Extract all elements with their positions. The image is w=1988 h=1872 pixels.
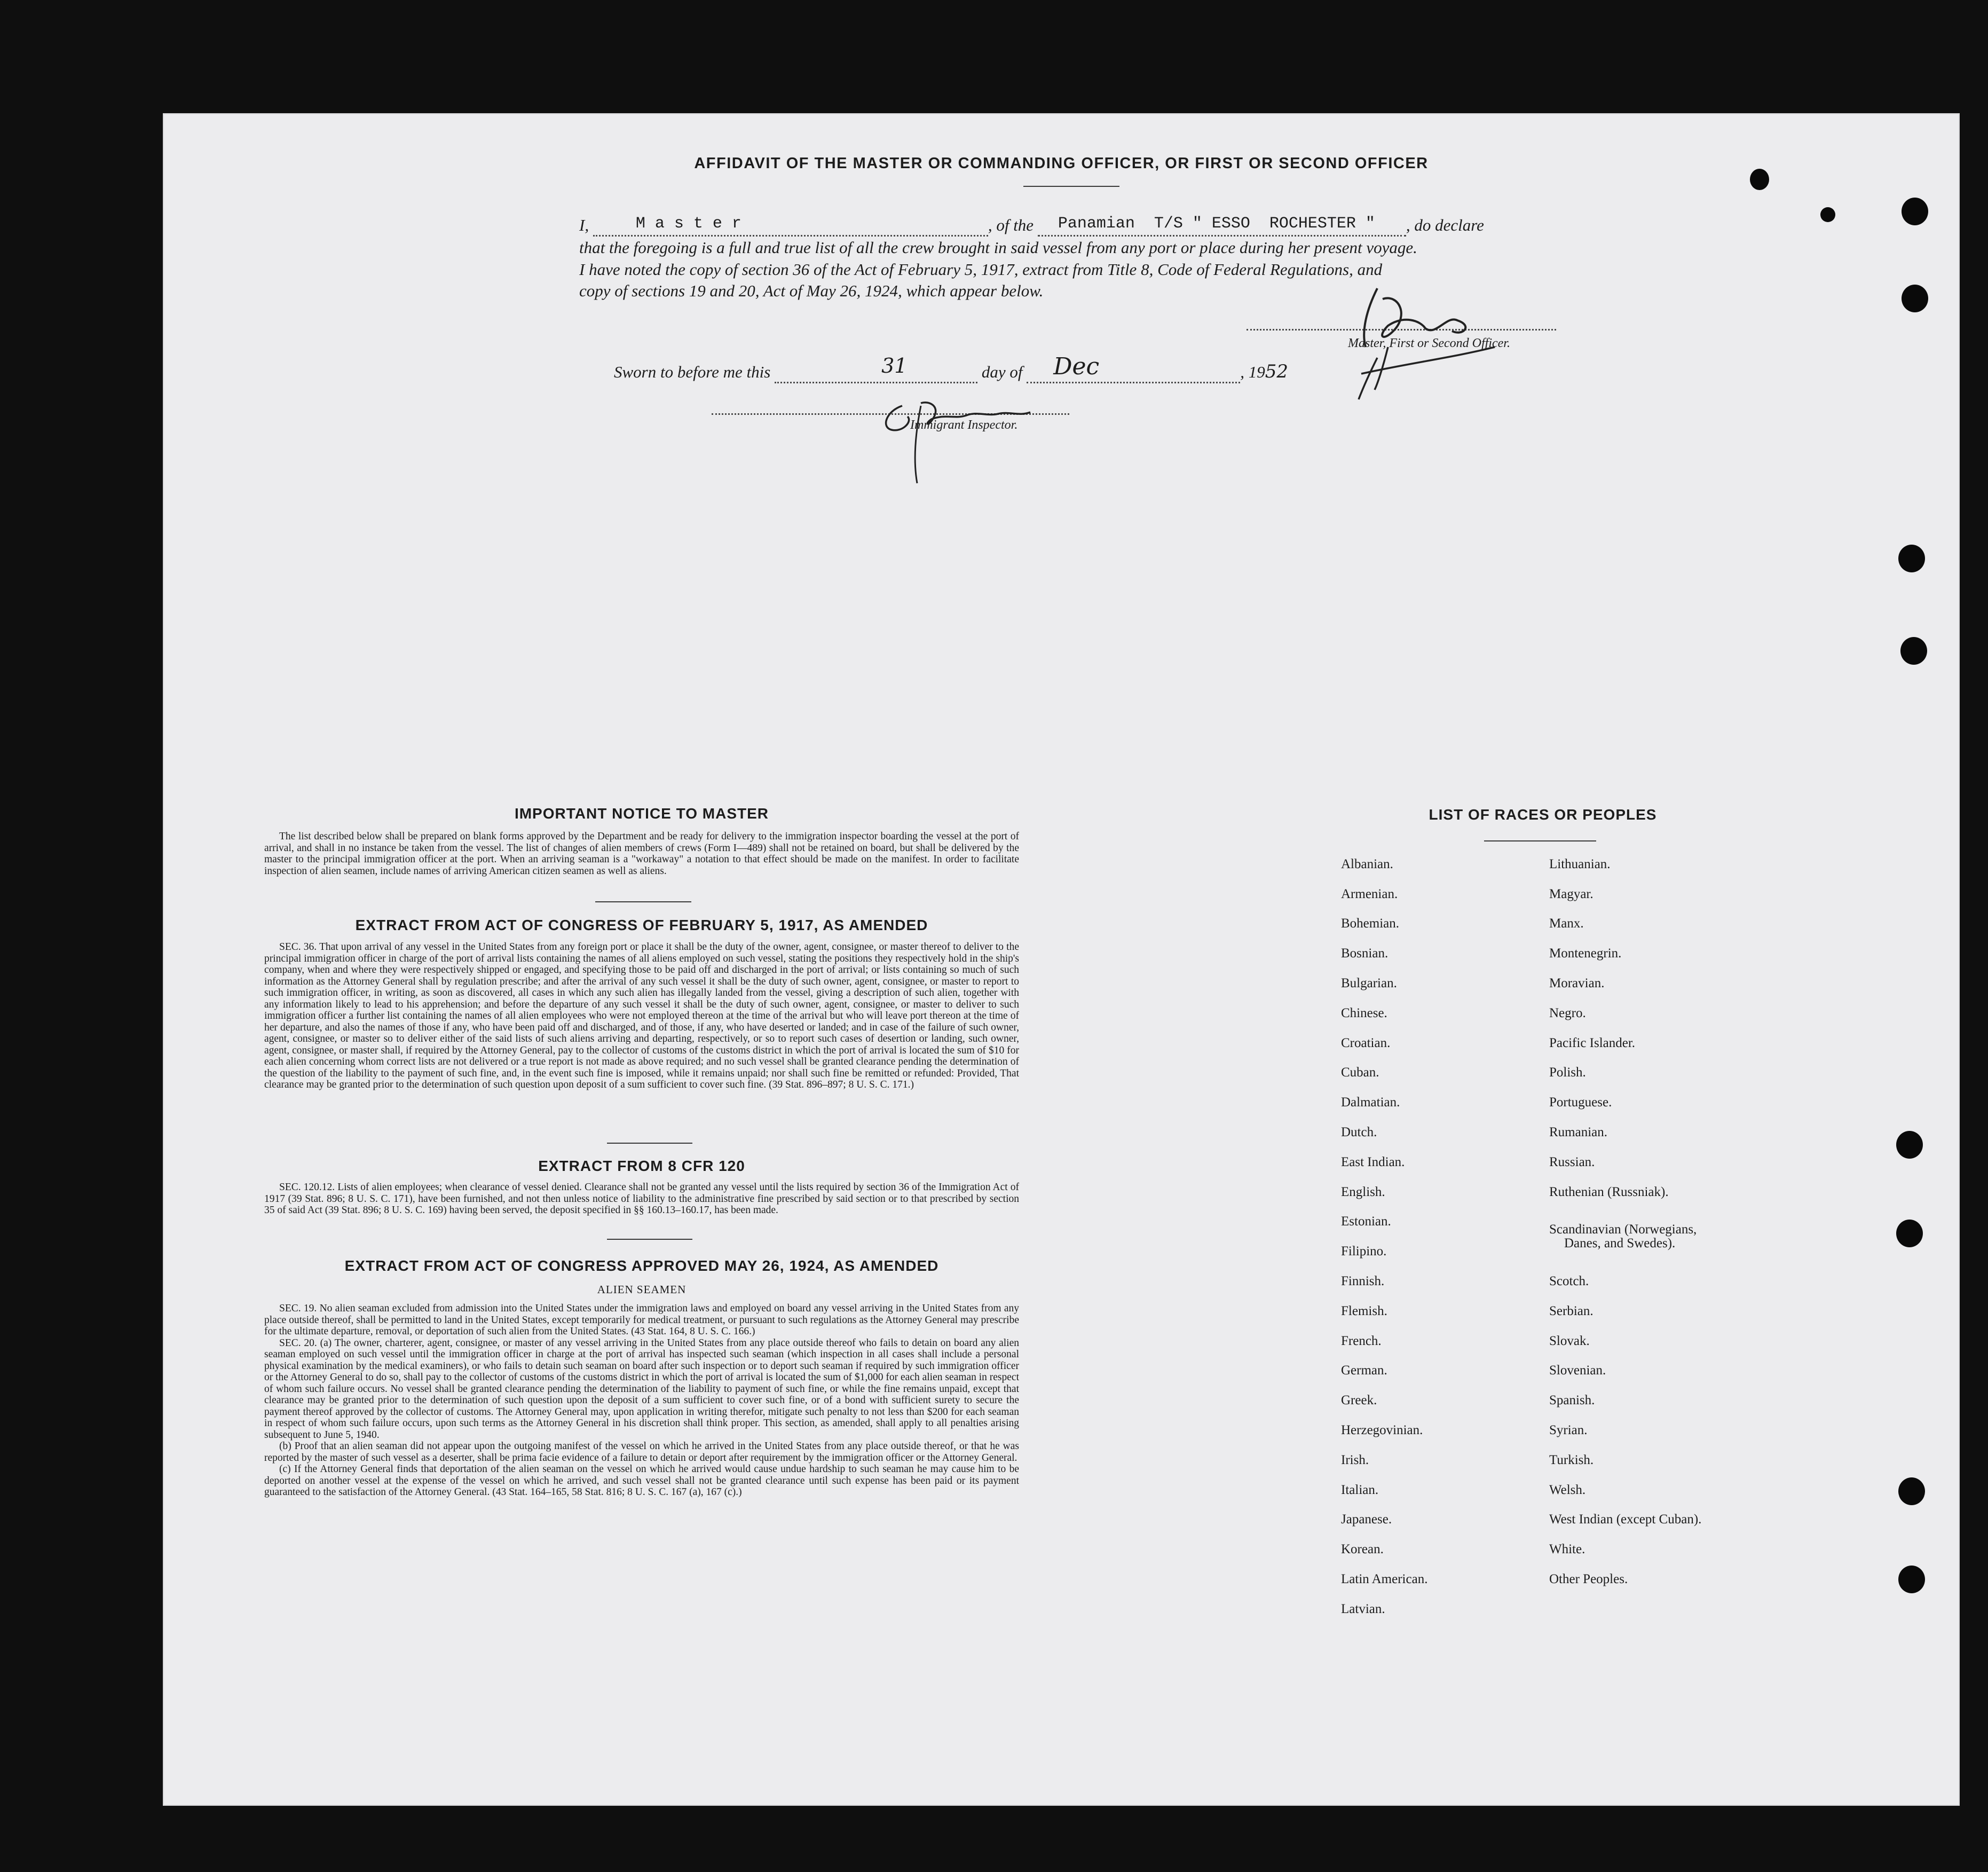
extract-1917-text: SEC. 36. That upon arrival of any vessel in the United States from any foreign port or place it shall be the duty of the owner, agent, consignee, or master thereof to deliver to the principal immigration officer in charge of the port of arrival lists containing the names of all aliens employed on such vessel, stating the positions they respectively hold in the ship's company, when and where they were respectively shipped or engaged, and specifying those to be paid off and discharged in the port of arrival; or lists containing so much of such information as the Attorney General shall by regulation prescribe; and after the arrival of any such vessel it shall be the duty of such owner, agent, consignee, or master to report to such immigration officer, in writing, as soon as discovered, all cases in which any such alien has illegally landed from the vessel, giving a description of such alien, together with any information likely to lead to his apprehension; and before the departure of any such vessel it shall be the duty of such owner, agent, consignee, or master to deliver to such immigration officer a further list containing the names of all alien employees who were not employed thereon at the time of the arrival but who will leave port thereon at the time of her departure, and also the names of those if any, who have been paid off and discharged, and of those, if any, who have deserted or landed; and in case of the failure of such owner, agent, consignee, or master so to deliver either of the said lists of such aliens arriving and departing, respectively, or so to report such cases of desertion or landing, such owner, agent, consignee, or master shall, if required by the Attorney General, pay to the collector of customs of the customs district in which the port of arrival is located the sum of $10 for each alien concerning whom correct lists are not delivered or a true report is not made as above required; and no such vessel shall be granted clearance pending the determination of the question of the liability to the payment of such fine, and, in the event such fine is imposed, while it remains unpaid; nor shall such fine be remitted or refunded: Provided, That clearance may be granted prior to the determination of such question upon deposit of a sum sufficient to cover such fine. (39 Stat. 896–897; 8 U. S. C. 171.) — [264, 941, 1019, 1090]
sworn-month: Dec — [1053, 353, 1100, 380]
race-item: Albanian. — [1341, 857, 1393, 871]
of-the-label: , of the — [988, 216, 1034, 234]
declaration-line-2: that the foregoing is a full and true list of all the crew brought in said vessel from any port or place during her present voyage. — [579, 238, 1417, 257]
punch-hole — [1900, 637, 1927, 665]
sworn-year: 52 — [1265, 361, 1288, 382]
race-item: Bosnian. — [1341, 946, 1389, 961]
inspector-caption: Immigrant Inspector. — [910, 418, 1018, 432]
race-item: Dutch. — [1341, 1125, 1377, 1139]
race-item: White. — [1549, 1542, 1585, 1556]
extract-1917-title: EXTRACT FROM ACT OF CONGRESS OF FEBRUARY 5, 1917, AS AMENDED — [355, 917, 928, 933]
extract-8cfr-text: SEC. 120.12. Lists of alien employees; when clearance of vessel denied. Clearance shall not be granted any vessel until the lists required by section 36 of the Immigration Act of 1917 (39 Stat. 896; 8 U. S. C. 171), have been furnished, and not then unless notice of liability to the administrative fine prescribed by said section or to that prescribed by section 35 of said Act (39 Stat. 896; 8 U. S. C. 169) having been served, the deposit specified in §§ 160.13–160.17, has been made. — [264, 1182, 1019, 1216]
extract-1917-rule — [607, 1143, 692, 1144]
declaration-prefix: I, — [579, 216, 589, 234]
race-item: Syrian. — [1549, 1423, 1588, 1437]
race-item: Finnish. — [1341, 1274, 1385, 1288]
race-item: Greek. — [1341, 1393, 1377, 1407]
sworn-line — [614, 353, 1288, 383]
race-item: Manx. — [1549, 916, 1584, 931]
punch-hole — [1820, 207, 1835, 222]
race-item: English. — [1341, 1185, 1385, 1199]
punch-hole — [1898, 1566, 1925, 1593]
declaration-line-1 — [579, 216, 1484, 237]
race-item: East Indian. — [1341, 1155, 1405, 1169]
race-item: Slovenian. — [1549, 1363, 1606, 1378]
extract-1924-title: EXTRACT FROM ACT OF CONGRESS APPROVED MAY 26, 1924, AS AMENDED — [344, 1257, 939, 1274]
race-item: Chinese. — [1341, 1006, 1387, 1020]
race-item: French. — [1341, 1334, 1382, 1348]
race-item: Italian. — [1341, 1483, 1379, 1497]
race-item: Flemish. — [1341, 1304, 1387, 1318]
punch-hole — [1902, 198, 1928, 225]
extract-8cfr-rule — [607, 1239, 692, 1240]
race-item: Scotch. — [1549, 1274, 1589, 1288]
race-item: Portuguese. — [1549, 1095, 1612, 1110]
races-rule — [1484, 840, 1596, 841]
officer-title: M a s t e r — [635, 215, 741, 233]
punch-hole — [1896, 1131, 1923, 1159]
race-item: Serbian. — [1549, 1304, 1593, 1318]
officer-caption: Master, First or Second Officer. — [1348, 336, 1510, 350]
declaration-line-3: I have noted the copy of section 36 of the Act of February 5, 1917, extract from Title 8, Code of Federal Regulations, and — [579, 260, 1383, 279]
alien-seamen-subtitle: ALIEN SEAMEN — [597, 1283, 687, 1296]
race-item: Croatian. — [1341, 1036, 1391, 1050]
race-item: Scandinavian (Norwegians, — [1549, 1222, 1697, 1237]
race-item: Herzegovinian. — [1341, 1423, 1423, 1437]
race-item: Pacific Islander. — [1549, 1036, 1636, 1050]
race-item: Irish. — [1341, 1453, 1369, 1467]
race-item: Other Peoples. — [1549, 1572, 1628, 1586]
extract-8cfr-title: EXTRACT FROM 8 CFR 120 — [538, 1158, 745, 1174]
race-item: Magyar. — [1549, 887, 1593, 901]
race-item: Welsh. — [1549, 1483, 1586, 1497]
sworn-label: Sworn to before me this — [614, 363, 771, 381]
race-item: Latvian. — [1341, 1602, 1385, 1616]
day-of-label: day of — [981, 363, 1023, 381]
vessel-field — [1038, 216, 1406, 237]
race-item: Latin American. — [1341, 1572, 1428, 1586]
extract-1924-text: SEC. 19. No alien seaman excluded from admission into the United States under the immigration laws and employed on board any vessel arriving in the United States from any place outside thereof, shall be permitted to land in the United States, except temporarily for medical treatment, or pursuant to such regulations as the Attorney General may prescribe for the ultimate departure, removal, or deportation of such alien from the United States. (43 Stat. 164, 8 U. S. C. 166.) SEC. 20. (a) The owner, charterer, agent, consignee, or master of any vessel arriving in the United States from any place outside thereof who fails to detain on board any alien seaman employed on such vessel until the immigration officer in charge at the port of arrival has inspected such seaman (which inspection in all cases shall include a personal physical examination by the medical examiners), or who fails to detain such seaman on board after such inspection or to deport such seaman if required by such immigration officer or the Attorney General to do so, shall pay to the collector of customs of the customs district in which the port of arrival is located the sum of $1,000 for each alien seaman in respect of whom such failure occurs. No vessel shall be granted clearance pending the determination of the liability to payment of such fine, or while the fine remains unpaid, except that clearance may be granted prior to the determination of such question upon the deposit of a sum sufficient to cover such fine, or of a bond with sufficient surety to secure the payment thereof approved by the collector of customs. The Attorney General may, upon application in writing therefor, mitigate such penalty to not less than $200 for each seaman in respect of whom such failure occurs, upon such terms as the Attorney General in his discretion shall think proper. This section, as amended, shall apply to all penalties arising subsequent to June 5, 1940. (b) Proof that an alien seaman did not appear upon the outgoing manifest of the vessel on which he arrived in the United States from any place outside thereof, or that he was reported by the master of such vessel as a deserter, shall be prima facie evidence of a failure to detain or deport after requirement by the immigration officer or the Attorney General. (c) If the Attorney General finds that deportation of the alien seaman on the vessel on which he arrived would cause undue hardship to such seaman he may cause him to be deported on another vessel at the expense of the vessel on which he arrived, and such vessel shall not be granted clearance until such expense has been paid or its payment guaranteed to the satisfaction of the Attorney General. (43 Stat. 164–165, 58 Stat. 816; 8 U. S. C. 167 (a), 167 (c).) — [264, 1303, 1019, 1498]
race-item: Armenian. — [1341, 887, 1398, 901]
sworn-day: 31 — [881, 354, 908, 377]
year-prefix: , 19 — [1240, 363, 1265, 381]
race-item: German. — [1341, 1363, 1387, 1378]
race-item: Turkish. — [1549, 1453, 1594, 1467]
race-item: Estonian. — [1341, 1214, 1391, 1229]
punch-hole — [1898, 545, 1925, 572]
race-item: Polish. — [1549, 1065, 1586, 1080]
race-item: Filipino. — [1341, 1244, 1387, 1259]
officer-title-field — [593, 216, 988, 237]
vessel-name: Panamian T/S " ESSO ROCHESTER " — [1058, 215, 1375, 233]
race-item: Rumanian. — [1549, 1125, 1608, 1139]
sworn-day-field — [775, 354, 977, 383]
title-rule — [1023, 186, 1119, 187]
notice-rule — [595, 901, 691, 902]
punch-hole — [1896, 1220, 1923, 1247]
races-title: LIST OF RACES OR PEOPLES — [1429, 806, 1657, 823]
declaration-line-4: copy of sections 19 and 20, Act of May 26, 1924, which appear below. — [579, 281, 1044, 300]
inspector-signature — [870, 395, 1084, 486]
sworn-month-field — [1027, 353, 1240, 383]
race-item: Montenegrin. — [1549, 946, 1622, 961]
declare-label: , do declare — [1406, 216, 1484, 234]
race-item: Russian. — [1549, 1155, 1595, 1169]
race-item: Bohemian. — [1341, 916, 1400, 931]
race-item: Bulgarian. — [1341, 976, 1397, 990]
notice-text: The list described below shall be prepared on blank forms approved by the Department and be ready for delivery to the immigration inspector boarding the vessel at the port of arrival, and shall in no instance be taken from the vessel. The list of changes of alien members of crews (Form I—489) shall not be retained on board, but shall be delivered by the master to the principal immigration officer at the port. When an arriving seaman is a "workaway" a notation to that effect should be made on the manifest. In order to facilitate inspection of alien seamen, include names of arriving American citizen seamen as well as aliens. — [264, 831, 1019, 877]
race-item: Ruthenian (Russniak). — [1549, 1185, 1669, 1199]
race-item: West Indian (except Cuban). — [1549, 1512, 1702, 1527]
race-item: Negro. — [1549, 1006, 1586, 1020]
race-item: Danes, and Swedes). — [1564, 1236, 1676, 1250]
race-item: Japanese. — [1341, 1512, 1392, 1527]
race-item: Slovak. — [1549, 1334, 1590, 1348]
race-item: Korean. — [1341, 1542, 1384, 1556]
race-item: Moravian. — [1549, 976, 1605, 990]
race-item: Cuban. — [1341, 1065, 1379, 1080]
race-item: Spanish. — [1549, 1393, 1595, 1407]
notice-title: IMPORTANT NOTICE TO MASTER — [514, 805, 769, 822]
race-item: Dalmatian. — [1341, 1095, 1400, 1110]
punch-hole — [1898, 1477, 1925, 1505]
race-item: Lithuanian. — [1549, 857, 1611, 871]
punch-hole — [1902, 285, 1928, 312]
affidavit-title: AFFIDAVIT OF THE MASTER OR COMMANDING OFFICER, OR FIRST OR SECOND OFFICER — [694, 155, 1429, 172]
